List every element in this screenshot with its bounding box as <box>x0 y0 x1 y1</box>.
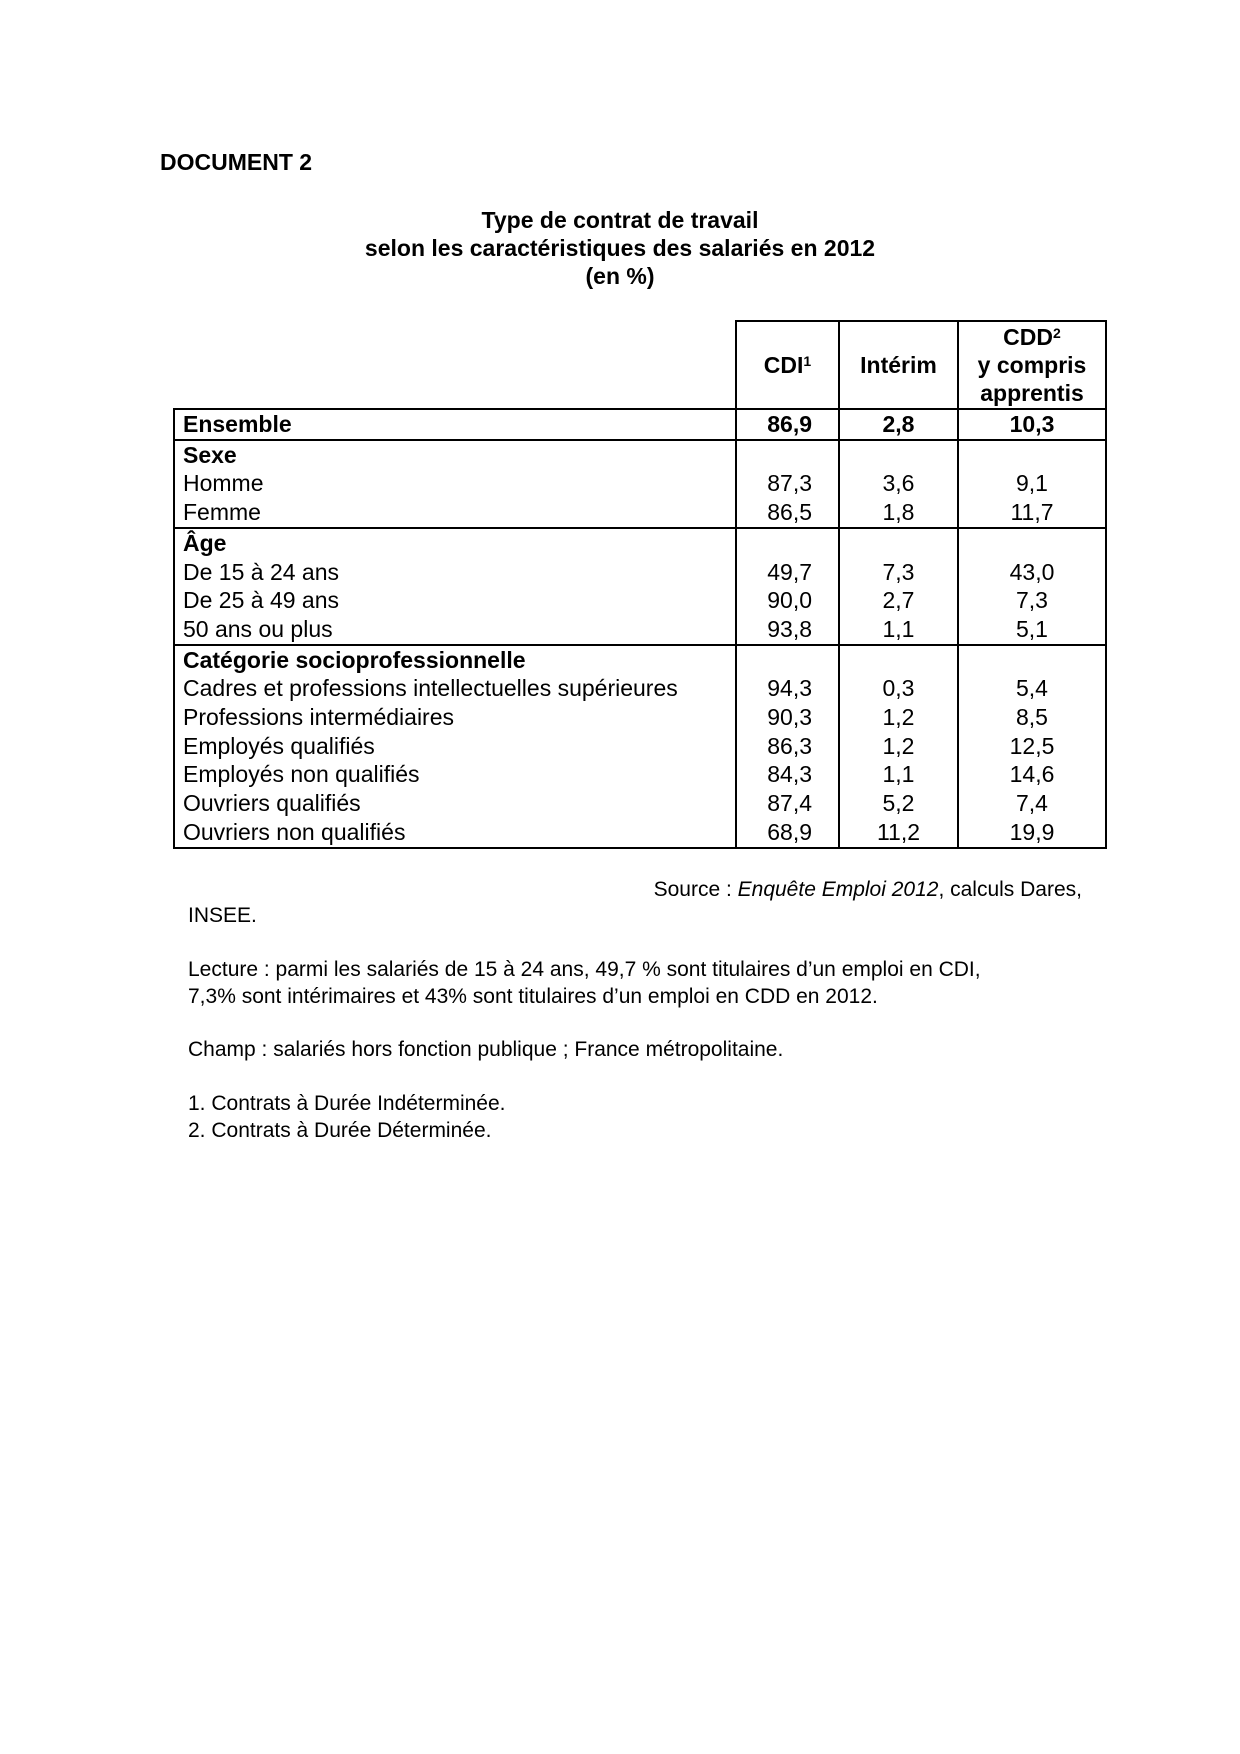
group-title: Sexe <box>174 440 736 470</box>
footnote-2: 2. Contrats à Durée Déterminée. <box>188 1119 492 1142</box>
cell-cdi: 86,9 <box>736 409 839 440</box>
cell-cdi: 86,3 <box>736 732 839 761</box>
empty-cell <box>736 645 839 675</box>
group-title: Âge <box>174 528 736 558</box>
cell-interim: 1,2 <box>839 703 958 732</box>
empty-cell <box>839 645 958 675</box>
cell-cdd: 7,4 <box>958 789 1106 818</box>
cell-cdi: 68,9 <box>736 818 839 848</box>
row-label: De 15 à 24 ans <box>174 558 736 587</box>
table-group-heading <box>174 440 1106 470</box>
cell-cdd: 7,3 <box>958 586 1106 615</box>
row-label: De 25 à 49 ans <box>174 586 736 615</box>
row-label: Homme <box>174 469 736 498</box>
row-label: Employés qualifiés <box>174 732 736 761</box>
empty-cell <box>839 440 958 470</box>
empty-cell <box>958 645 1106 675</box>
cdi-footnote-mark: 1 <box>803 353 812 369</box>
empty-cell <box>736 528 839 558</box>
header-cdd: CDD$^2$ y compris apprentis <box>958 321 1106 409</box>
cell-interim: 7,3 <box>839 558 958 587</box>
empty-cell <box>958 440 1106 470</box>
cell-interim: 3,6 <box>839 469 958 498</box>
cell-interim: 2,7 <box>839 586 958 615</box>
source-survey-name: Enquête Emploi 2012 <box>737 878 939 901</box>
group-title: Catégorie socioprofessionnelle <box>174 645 736 675</box>
contract-type-table <box>173 320 1107 849</box>
row-label: Femme <box>174 498 736 528</box>
footnote-1: 1. Contrats à Durée Indéterminée. <box>188 1092 506 1115</box>
cell-cdd: 8,5 <box>958 703 1106 732</box>
table-row <box>174 703 1106 732</box>
cell-cdi: 86,5 <box>736 498 839 528</box>
table-row <box>174 586 1106 615</box>
table-group-heading <box>174 645 1106 675</box>
table-row <box>174 760 1106 789</box>
cell-cdd: 5,4 <box>958 674 1106 703</box>
title-line-1: Type de contrat de travail <box>481 207 759 233</box>
champ-note: Champ : salariés hors fonction publique ; France métropolitaine. <box>188 1038 784 1061</box>
lecture-line-2: 7,3% sont intérimaires et 43% sont titulaires d’un emploi en CDD en 2012. <box>188 985 878 1008</box>
table-title <box>0 206 1240 290</box>
row-label: Cadres et professions intellectuelles supérieures <box>174 674 736 703</box>
footnotes <box>188 1090 506 1144</box>
cell-cdd: 19,9 <box>958 818 1106 848</box>
row-label: 50 ans ou plus <box>174 615 736 645</box>
title-line-3: (en %) <box>585 263 655 289</box>
cell-interim: 1,8 <box>839 498 958 528</box>
table-row-ensemble <box>174 409 1106 440</box>
cell-interim: 11,2 <box>839 818 958 848</box>
empty-cell <box>958 528 1106 558</box>
empty-cell <box>736 440 839 470</box>
cell-interim: 1,2 <box>839 732 958 761</box>
row-label: Employés non qualifiés <box>174 760 736 789</box>
cell-cdi: 93,8 <box>736 615 839 645</box>
cell-cdd: 11,7 <box>958 498 1106 528</box>
cell-cdi: 87,3 <box>736 469 839 498</box>
header-empty-cell <box>174 321 736 409</box>
table-row <box>174 732 1106 761</box>
row-label: Ensemble <box>174 409 736 440</box>
cell-cdd: 43,0 <box>958 558 1106 587</box>
empty-cell <box>839 528 958 558</box>
table-header-row <box>174 321 1106 409</box>
lecture-line-1: Lecture : parmi les salariés de 15 à 24 ans, 49,7 % sont titulaires d’un emploi en CDI, <box>188 958 981 981</box>
cell-interim: 0,3 <box>839 674 958 703</box>
source-line: Source : Enquête Emploi 2012, calculs Dares, <box>653 878 1082 901</box>
header-cdi: CDI$^1$ <box>736 321 839 409</box>
cell-cdi: 90,3 <box>736 703 839 732</box>
row-label: Ouvriers non qualifiés <box>174 818 736 848</box>
cell-cdd: 9,1 <box>958 469 1106 498</box>
cdd-footnote-mark: 2 <box>1053 325 1061 341</box>
document-label: DOCUMENT 2 <box>160 149 313 175</box>
table-row <box>174 558 1106 587</box>
cell-interim: 1,1 <box>839 760 958 789</box>
cell-cdi: 94,3 <box>736 674 839 703</box>
cell-cdi: 49,7 <box>736 558 839 587</box>
cell-cdi: 90,0 <box>736 586 839 615</box>
table-row <box>174 498 1106 528</box>
title-line-2: selon les caractéristiques des salariés en 2012 <box>364 235 876 261</box>
row-label: Ouvriers qualifiés <box>174 789 736 818</box>
table-row <box>174 469 1106 498</box>
cell-cdd: 10,3 <box>958 409 1106 440</box>
table-row <box>174 818 1106 848</box>
header-interim: Intérim <box>839 321 958 409</box>
table-row <box>174 674 1106 703</box>
lecture-note <box>188 956 981 1010</box>
row-label: Professions intermédiaires <box>174 703 736 732</box>
table-row <box>174 615 1106 645</box>
source-continuation: INSEE. <box>188 904 257 927</box>
table-row <box>174 789 1106 818</box>
cell-cdd: 5,1 <box>958 615 1106 645</box>
cell-cdi: 84,3 <box>736 760 839 789</box>
cell-cdd: 12,5 <box>958 732 1106 761</box>
cell-cdd: 14,6 <box>958 760 1106 789</box>
table-group-heading <box>174 528 1106 558</box>
cell-interim: 1,1 <box>839 615 958 645</box>
cell-cdi: 87,4 <box>736 789 839 818</box>
cell-interim: 2,8 <box>839 409 958 440</box>
cell-interim: 5,2 <box>839 789 958 818</box>
